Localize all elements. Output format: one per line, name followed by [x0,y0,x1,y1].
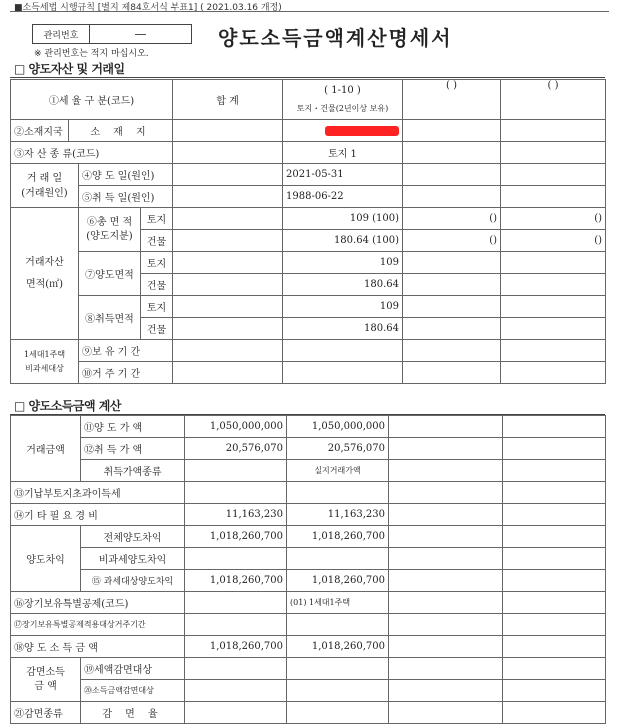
form-reference: ■소득세법 시행규칙 [별지 제84호서식 부표1] ( 2021.03.16 개정) [14,3,282,13]
acq-price-col1: 20,576,070 [287,438,389,460]
sale-price-total: 1,050,000,000 [185,416,287,438]
hold-period-label: ⑨보 유 기 간 [79,340,173,362]
taxable-gain-col1: 1,018,260,700 [287,570,389,592]
tax-reduction-label: ⑲세액감면대상 [81,658,185,680]
section1-title: □ 양도자산 및 거래일 [14,62,125,76]
income-reduction-label: ⑳소득금액감면대상 [81,680,185,702]
acq-date-label: ⑤취 득 일(원인) [79,186,173,208]
total-area-land-col3: () [501,208,606,230]
redaction-mark [325,126,399,136]
asset-type-value: 토지 1 [283,142,403,164]
total-gain-col1: 1,018,260,700 [287,526,389,548]
total-area-land: 109 (100) [283,208,403,230]
acq-date-value: 1988-06-22 [283,186,403,208]
col2-header: ( ) [403,80,501,120]
section2-table [10,415,606,724]
acq-price-type-label: 취득가액종류 [81,460,185,482]
land-label: 토지 [141,208,173,230]
management-number-value: — [134,27,147,41]
asset-type-label: ③자 산 종 류(코드) [11,142,173,164]
reduction-group: 감면소득 금 액 [11,658,81,702]
nontax-gain-label: 비과세양도차익 [81,548,185,570]
income-amount-label: ⑱양 도 소 득 금 액 [11,636,185,658]
location-country-label: ②소재지국 [11,120,69,142]
total-area-label: ⑥총 면 적 (양도지분) [79,208,141,252]
longterm-deduction-label: ⑯장기보유특별공제(코드) [11,592,185,614]
acq-area-building: 180.64 [283,318,403,340]
one-house-group: 1세대1주택 비과세대상 [11,340,79,384]
area-group: 거래자산 면적(㎡) [11,208,79,340]
document-title: 양도소득금액계산명세서 [218,26,453,50]
sale-price-col1: 1,050,000,000 [287,416,389,438]
longterm-deduction-col1: (01) 1세대1주택 [287,592,389,614]
acq-price-total: 20,576,070 [185,438,287,460]
sale-area-label: ⑦양도면적 [79,252,141,296]
header-divider [10,11,609,12]
other-expense-total: 11,163,230 [185,504,287,526]
section1-table [10,79,606,384]
total-area-building-col3: () [501,230,606,252]
section1-divider [10,77,605,78]
trade-amount-group: 거래금액 [11,416,81,482]
income-amount-total: 1,018,260,700 [185,636,287,658]
total-gain-total: 1,018,260,700 [185,526,287,548]
building-label: 건물 [141,274,173,296]
income-amount-col1: 1,018,260,700 [287,636,389,658]
total-gain-label: 전체양도차익 [81,526,185,548]
management-number-box [32,24,192,44]
taxable-gain-total: 1,018,260,700 [185,570,287,592]
longterm-rate-label: ⑰장기보유특별공제적용대상거주기간 [11,614,185,636]
location-value-redacted [283,120,403,142]
residence-period-label: ⑩거 주 기 간 [79,362,173,384]
acq-area-land: 109 [283,296,403,318]
section2-title: □ 양도소득금액 계산 [14,399,121,413]
taxable-gain-label: ⑮ 과세대상양도차익 [81,570,185,592]
tax-rate-code-label: ①세 율 구 분(코드) [11,80,173,120]
other-expense-label: ⑭기 타 필 요 경 비 [11,504,185,526]
sale-area-land: 109 [283,252,403,274]
total-area-building: 180.64 (100) [283,230,403,252]
reduction-type-label: ㉑감면종류 [11,702,81,724]
sale-date-value: 2021-05-31 [283,164,403,186]
acq-price-type-col1: 실지거래가액 [287,460,389,482]
sale-price-label: ⑪양 도 가 액 [81,416,185,438]
trade-date-group: 거 래 일 (거래원인) [11,164,79,208]
building-label: 건물 [141,230,173,252]
land-label: 토지 [141,252,173,274]
sale-area-building: 180.64 [283,274,403,296]
land-label: 토지 [141,296,173,318]
reduction-rate-label: 감 면 율 [81,702,185,724]
location-label: 소 재 지 [69,120,173,142]
col1-code: ( 1-10 ) [324,84,361,96]
land-excess-tax-label: ⑬기납부토지초과이득세 [11,482,185,504]
sale-date-label: ④양 도 일(원인) [79,164,173,186]
col1-header [283,80,403,120]
acq-area-label: ⑧취득면적 [79,296,141,340]
other-expense-col1: 11,163,230 [287,504,389,526]
management-number-note: ※ 관리번호는 적지 마십시오. [34,49,149,59]
total-area-land-col2: () [403,208,501,230]
gain-group: 양도차익 [11,526,81,592]
building-label: 건물 [141,318,173,340]
total-area-building-col2: () [403,230,501,252]
acq-price-label: ⑫취 득 가 액 [81,438,185,460]
col1-sub: 토지・건물(2년이상 보유) [296,103,389,113]
col3-header: ( ) [501,80,606,120]
management-number-label: 관리번호 [33,25,90,43]
total-header: 합 계 [173,80,283,120]
